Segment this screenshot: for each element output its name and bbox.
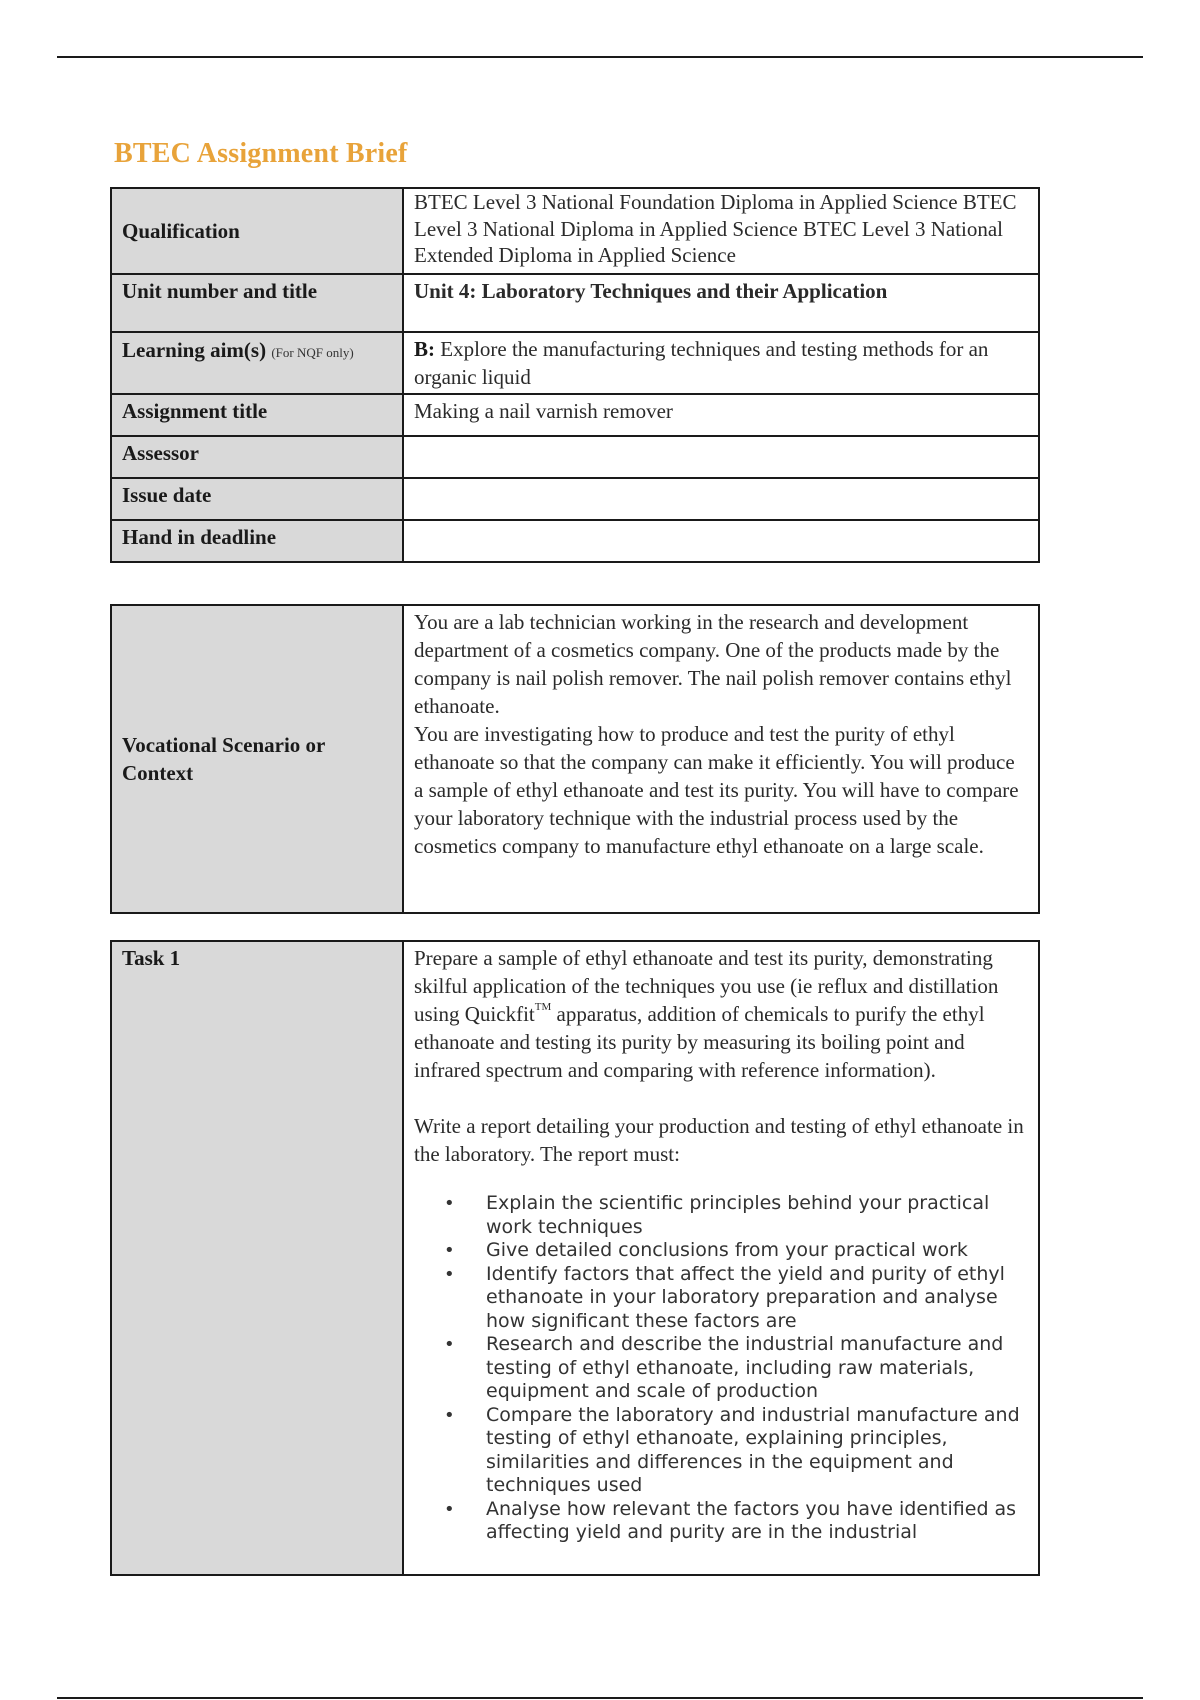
learning-aim-label-cell xyxy=(111,332,403,394)
requirement-text: Compare the laboratory and industrial manufacture and testing of ethyl ethanoate, explaining principles, similarities and differences in the equipment and techniques used xyxy=(486,1403,1020,1496)
learning-aim-value-cell xyxy=(403,332,1039,394)
table-row-assessor xyxy=(111,436,1039,478)
assessor-label: Assessor xyxy=(111,436,403,478)
table-row-unit xyxy=(111,274,1039,332)
vocational-scenario-table xyxy=(110,604,1040,914)
scenario-label: Vocational Scenario or Context xyxy=(111,605,403,913)
bullet-icon: • xyxy=(444,1263,455,1285)
learning-aim-label: Learning aim(s) xyxy=(122,338,267,362)
bullet-icon: • xyxy=(444,1404,455,1426)
learning-aim-note: (For NQF only) xyxy=(271,345,354,360)
assignment-title-label: Assignment title xyxy=(111,394,403,436)
bullet-icon: • xyxy=(444,1334,455,1355)
assignment-title-value: Making a nail varnish remover xyxy=(403,394,1039,436)
qualification-label: Qualification xyxy=(111,188,403,274)
list-item xyxy=(444,1333,1028,1404)
table-row-hand-in-deadline xyxy=(111,520,1039,562)
table-row-scenario xyxy=(111,605,1039,913)
list-item xyxy=(444,1262,1028,1334)
task-1-intro xyxy=(414,944,1028,1084)
table-row-learning-aim xyxy=(111,332,1039,394)
scenario-paragraph: You are a lab technician working in the research and development department of a cosmetics company. One of the products made by the company is nail polish remover. The nail polish remover contains ethyl ethanoate. xyxy=(414,610,1012,718)
table-row-qualification xyxy=(111,188,1039,274)
hand-in-deadline-value xyxy=(403,520,1039,562)
bullet-icon: • xyxy=(444,1193,455,1214)
table-row-assignment-title xyxy=(111,394,1039,436)
scenario-paragraph: You are investigating how to produce and test the purity of ethyl ethanoate so that the company can make it efficiently. You will produce a sample of ethyl ethanoate and test its purity. You will have to compare your laboratory technique with the industrial process used by the cosmetics company to manufacture ethyl ethanoate on a large scale. xyxy=(414,722,1019,858)
unit-value: Unit 4: Laboratory Techniques and their Application xyxy=(403,274,1039,332)
task-1-value-cell xyxy=(403,941,1039,1575)
requirement-text: Give detailed conclusions from your practical work xyxy=(486,1239,968,1261)
issue-date-value xyxy=(403,478,1039,520)
trademark-symbol: TM xyxy=(534,1001,552,1013)
scenario-value-cell xyxy=(403,605,1039,913)
learning-aim-prefix: B: xyxy=(414,337,435,361)
task-1-table xyxy=(110,940,1040,1576)
task-1-intro-part-1: Prepare a sample of ethyl ethanoate and test its purity, demonstrating skilful application of the techniques you use (ie reflux and distillation using Quickfit xyxy=(414,946,999,1026)
list-item xyxy=(444,1192,1028,1239)
task-1-intro-part-2: apparatus, addition of chemicals to purify the ethyl ethanoate and testing its purity by measuring its boiling point and infrared spectrum and comparing with reference information). xyxy=(414,1002,985,1082)
bullet-icon: • xyxy=(444,1240,455,1261)
list-item xyxy=(444,1239,1028,1263)
requirement-text: Identify factors that affect the yield and purity of ethyl ethanoate in your laboratory preparation and analyse how significant these factors are xyxy=(486,1262,1005,1332)
assignment-info-table xyxy=(110,187,1040,563)
table-row-task-1 xyxy=(111,941,1039,1575)
requirement-text: Explain the scientific principles behind your practical work techniques xyxy=(486,1192,990,1238)
issue-date-label: Issue date xyxy=(111,478,403,520)
requirement-text: Analyse how relevant the factors you have identified as affecting yield and purity are in the industrial xyxy=(486,1497,1017,1543)
bullet-icon: • xyxy=(444,1498,455,1520)
list-item xyxy=(444,1497,1028,1545)
footer-rule xyxy=(57,1697,1143,1699)
list-item xyxy=(444,1403,1028,1498)
requirement-text: Research and describe the industrial manufacture and testing of ethyl ethanoate, including raw materials, equipment and scale of production xyxy=(486,1333,1004,1402)
hand-in-deadline-label: Hand in deadline xyxy=(111,520,403,562)
qualification-value: BTEC Level 3 National Foundation Diploma in Applied Science BTEC Level 3 National Diploma in Applied Science BTEC Level 3 National Extended Diploma in Applied Science xyxy=(403,188,1039,274)
document-title: BTEC Assignment Brief xyxy=(114,138,408,169)
task-1-label: Task 1 xyxy=(111,941,403,1575)
task-1-report-intro: Write a report detailing your production and testing of ethyl ethanoate in the laboratory. The report must: xyxy=(414,1114,1024,1166)
unit-label: Unit number and title xyxy=(111,274,403,332)
assessor-value xyxy=(403,436,1039,478)
header-rule xyxy=(57,56,1143,58)
table-row-issue-date xyxy=(111,478,1039,520)
learning-aim-value: Explore the manufacturing techniques and testing methods for an organic liquid xyxy=(414,337,989,389)
report-requirements-list xyxy=(414,1192,1028,1545)
